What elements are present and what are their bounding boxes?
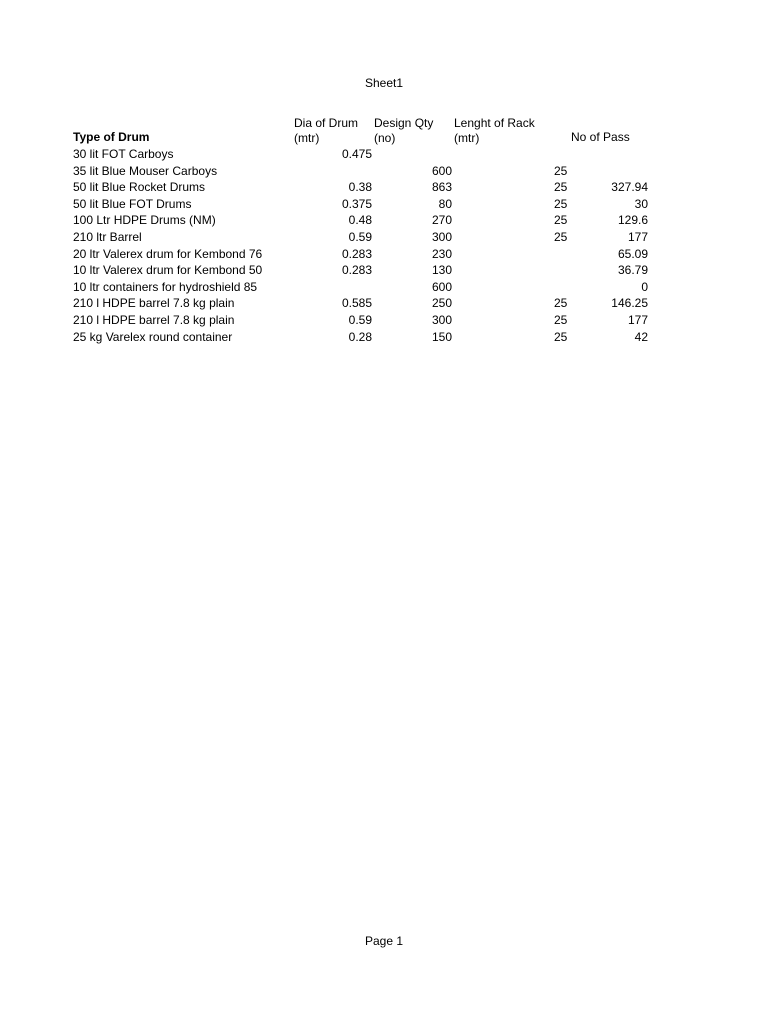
- cell-pass: 65.09: [617, 246, 648, 261]
- cell-len: 25: [554, 296, 568, 311]
- cell-dia: 0.48: [348, 213, 372, 228]
- cell-qty: 150: [431, 329, 452, 344]
- cell-pass: 177: [627, 312, 648, 327]
- cell-dia: 0.283: [341, 263, 372, 278]
- cell-len: 25: [554, 213, 568, 228]
- cell-len: 25: [554, 163, 568, 178]
- table-row: [0, 196, 768, 213]
- cell-type: 10 ltr containers for hydroshield 85: [73, 279, 258, 294]
- table-row: [0, 229, 768, 246]
- cell-dia: 0.585: [341, 296, 372, 311]
- cell-type: 10 ltr Valerex drum for Kembond 50: [73, 263, 263, 278]
- cell-dia: 0.375: [341, 196, 372, 211]
- header-no-of-pass: No of Pass: [571, 130, 630, 144]
- header-qty-line1: Design Qty: [374, 116, 434, 130]
- cell-pass: 0: [641, 279, 648, 294]
- sheet-title: Sheet1: [364, 76, 404, 90]
- cell-qty: 863: [431, 180, 452, 195]
- cell-dia: 0.38: [348, 180, 372, 195]
- cell-qty: 600: [431, 163, 452, 178]
- header-length-of-rack: [454, 116, 535, 145]
- cell-type: 210 l HDPE barrel 7.8 kg plain: [73, 312, 235, 327]
- page-number: Page 1: [364, 934, 404, 948]
- cell-type: 100 Ltr HDPE Drums (NM): [73, 213, 216, 228]
- cell-type: 25 kg Varelex round container: [73, 329, 233, 344]
- cell-qty: 80: [438, 196, 452, 211]
- cell-pass: 177: [627, 229, 648, 244]
- header-design-qty: [374, 116, 433, 145]
- cell-len: 25: [554, 312, 568, 327]
- table-row: [0, 179, 768, 196]
- cell-type: 50 lit Blue Rocket Drums: [73, 180, 206, 195]
- cell-type: 210 l HDPE barrel 7.8 kg plain: [73, 296, 235, 311]
- table-row: [0, 163, 768, 180]
- cell-qty: 300: [431, 229, 452, 244]
- cell-pass: 42: [634, 329, 648, 344]
- cell-dia: 0.28: [348, 329, 372, 344]
- table-row: [0, 329, 768, 346]
- cell-type: 35 lit Blue Mouser Carboys: [73, 163, 218, 178]
- header-dia-line2: (mtr): [294, 130, 320, 145]
- cell-pass: 327.94: [611, 180, 648, 195]
- cell-qty: 270: [431, 213, 452, 228]
- header-len-line1: Lenght of Rack: [454, 116, 535, 130]
- cell-qty: 250: [431, 296, 452, 311]
- cell-type: 20 ltr Valerex drum for Kembond 76: [73, 246, 263, 261]
- cell-len: 25: [554, 180, 568, 195]
- cell-len: 25: [554, 196, 568, 211]
- header-dia-line1: Dia of Drum: [294, 116, 359, 130]
- cell-len: 25: [554, 229, 568, 244]
- table-body: [0, 146, 768, 345]
- table-row: [0, 262, 768, 279]
- cell-pass: 129.6: [617, 213, 648, 228]
- cell-qty: 600: [431, 279, 452, 294]
- header-dia-of-drum: [294, 116, 358, 145]
- cell-type: 210 ltr Barrel: [73, 229, 142, 244]
- cell-pass: 36.79: [617, 263, 648, 278]
- cell-type: 50 lit Blue FOT Drums: [73, 196, 192, 211]
- cell-dia: 0.283: [341, 246, 372, 261]
- table-row: [0, 246, 768, 263]
- cell-dia: 0.475: [341, 147, 372, 161]
- cell-qty: 230: [431, 246, 452, 261]
- cell-len: 25: [554, 329, 568, 344]
- table-row: [0, 279, 768, 296]
- header-len-line2: (mtr): [454, 130, 480, 145]
- cell-pass: 30: [634, 196, 648, 211]
- header-qty-line2: (no): [374, 130, 396, 145]
- header-type-of-drum: Type of Drum: [73, 130, 150, 144]
- cell-qty: 130: [431, 263, 452, 278]
- table-row: [0, 146, 768, 163]
- cell-dia: 0.59: [348, 229, 372, 244]
- table-row: [0, 295, 768, 312]
- table-row: [0, 212, 768, 229]
- cell-pass: 146.25: [611, 296, 648, 311]
- cell-type: 30 lit FOT Carboys: [73, 147, 174, 161]
- cell-dia: 0.59: [348, 312, 372, 327]
- cell-qty: 300: [431, 312, 452, 327]
- table-row: [0, 312, 768, 329]
